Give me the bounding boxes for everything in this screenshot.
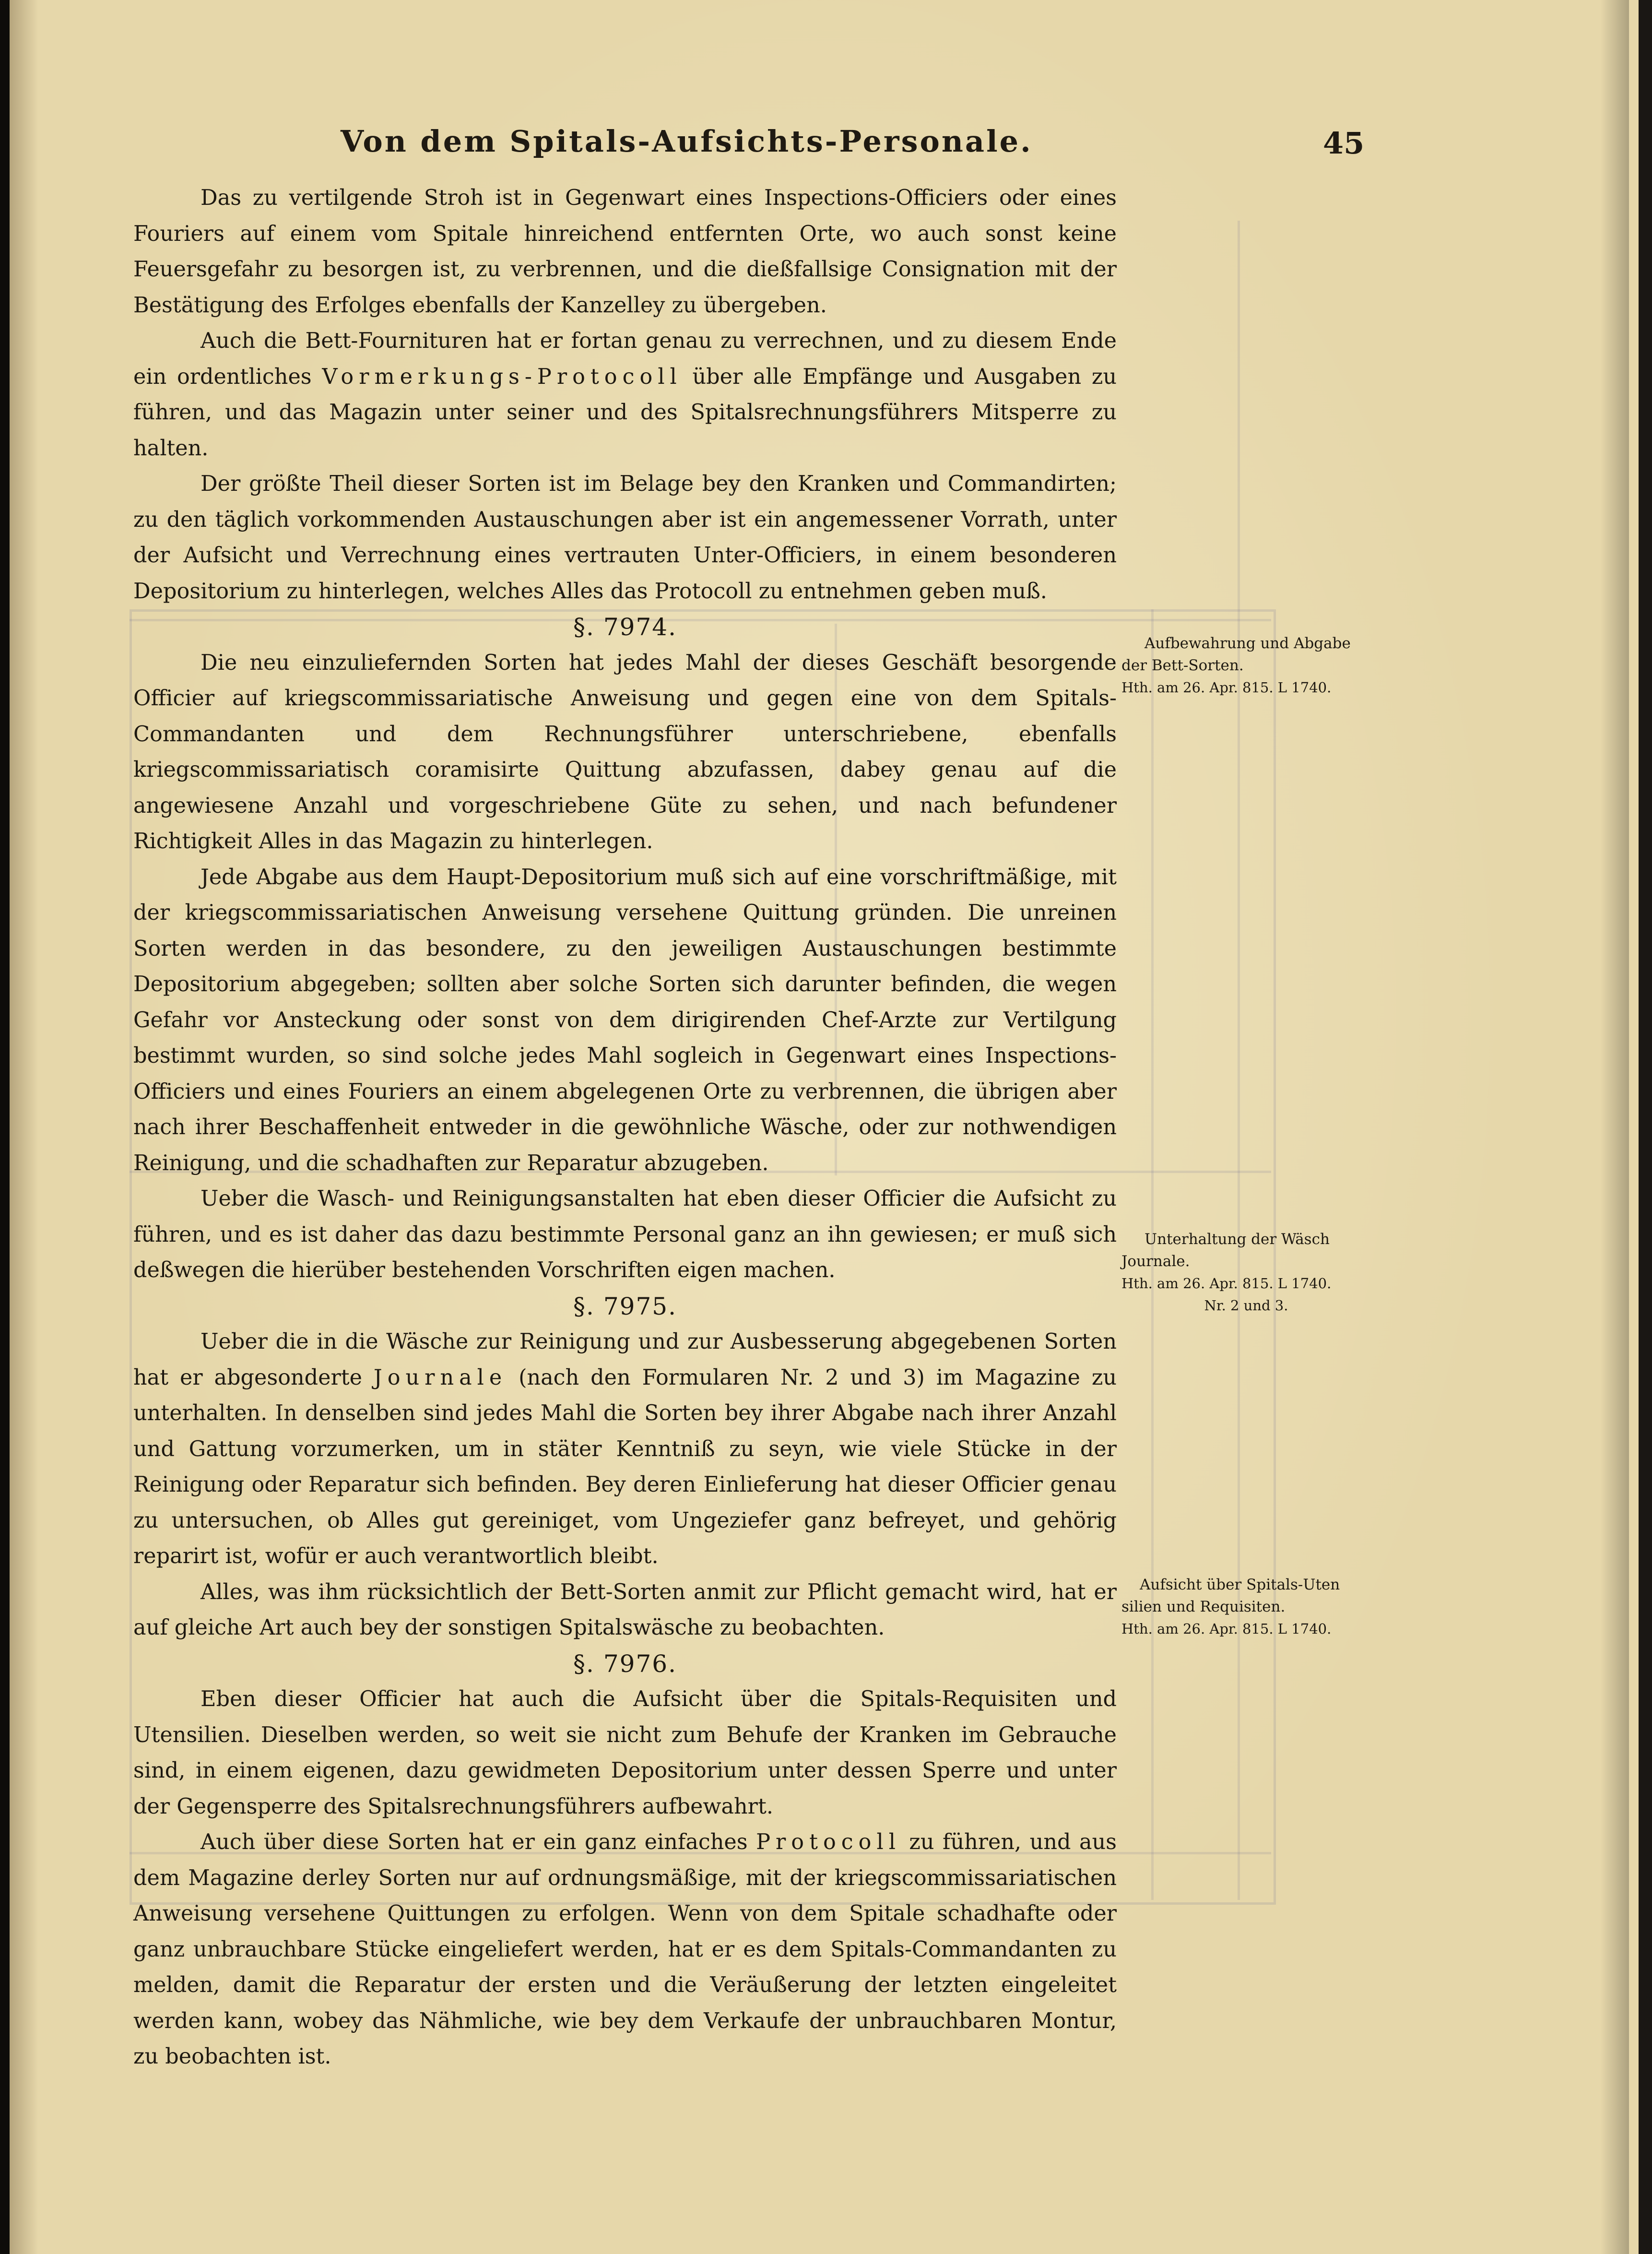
paragraph: Eben dieser Officier hat auch die Aufsicht über die Spitals-Requisiten und Utensilien. Dieselben werden, so weit sie nicht zum Behufe der Kranken im Gebrauche sind, in einem eigenen, dazu gewidmeten Depositorium unter dessen Sperre und unter der Gegensperre des Spitalsrechnungsführers aufbewahrt. xyxy=(133,1687,1117,1819)
section-number: §. 7976. xyxy=(573,1649,677,1678)
paragraph xyxy=(133,1825,1117,2075)
spaced-term: Protocoll xyxy=(756,1830,901,1854)
margin-note-reference: Hth. am 26. Apr. 815. L 1740. xyxy=(1121,1621,1332,1637)
margin-note-7975 xyxy=(1121,1228,1390,1317)
paragraph xyxy=(133,1324,1117,1575)
spaced-term: Vormerkungs-Protocoll xyxy=(322,364,682,389)
running-head: Von dem Spitals-Aufsichts-Personale. xyxy=(341,124,1033,159)
margin-note-line: Journale. xyxy=(1121,1253,1190,1270)
text-run: Auch die Bett-Fournituren hat er fortan genau zu verrechnen, und zu diesem Ende ein ordentliches xyxy=(133,329,1117,389)
paragraph: Der größte Theil dieser Sorten ist im Belage bey den Kranken und Commandirten; zu den täglich vorkommenden Austauschungen aber ist ein angemessener Vorrath, unter der Aufsicht und Verrechnung eines vertrauten Unter-Officiers, in einem besonderen Depositorium zu hinterlegen, welches Alles das Protocoll zu entnehmen geben muß. xyxy=(133,472,1117,604)
margin-note-reference: Nr. 2 und 3. xyxy=(1204,1297,1288,1314)
page-number: 45 xyxy=(1323,126,1365,161)
spaced-term: Journale xyxy=(373,1365,507,1390)
main-text xyxy=(133,180,1117,2075)
margin-note-line: Aufsicht über Spitals-Uten xyxy=(1140,1576,1340,1593)
margin-note-line: Aufbewahrung und Abgabe xyxy=(1145,635,1351,652)
margin-note-line: Unterhaltung der Wäsch xyxy=(1145,1231,1330,1248)
paragraph: Ueber die Wasch- und Reinigungsanstalten hat eben dieser Officier die Aufsicht zu führen, und es ist daher das dazu bestimmte Personal ganz an ihn gewiesen; er muß sich deßwegen die hierüber bestehenden Vorschriften eigen machen. xyxy=(133,1186,1117,1282)
margin-note-line: silien und Requisiten. xyxy=(1121,1598,1286,1615)
margin-note-line: der Bett-Sorten. xyxy=(1121,657,1244,674)
margin-note-reference: Hth. am 26. Apr. 815. L 1740. xyxy=(1121,679,1332,696)
paragraph: Das zu vertilgende Stroh ist in Gegenwart eines Inspections-Officiers oder eines Fouriers auf einem vom Spitale hinreichend entfernten Orte, wo auch sonst keine Feuersgefahr zu besorgen ist, zu verbrennen, und die dießfallsige Consignation mit der Bestätigung des Erfolges ebenfalls der Kanzelley zu übergeben. xyxy=(133,186,1117,318)
text-run: Auch über diese Sorten hat er ein ganz einfaches xyxy=(201,1830,756,1854)
text-run: Ueber die in die Wäsche zur Reinigung und zur Ausbesserung abgegebenen Sorten hat er abgesonderte xyxy=(133,1329,1117,1390)
text-run: (nach den Formularen Nr. 2 und 3) im Magazine zu unterhalten. In denselben sind jedes Mahl die Sorten bey ihrer Abgabe nach ihrer Anzahl und Gattung vorzumerken, um in stäter Kenntniß zu seyn, wie viele Stücke in der Reinigung oder Reparatur sich befinden. Bey deren Einlieferung hat dieser Officier genau zu untersuchen, ob Alles gut gereiniget, vom Ungeziefer ganz befreyet, und gehörig reparirt ist, wofür er auch verantwortlich bleibt. xyxy=(133,1365,1117,1568)
paragraph: Jede Abgabe aus dem Haupt-Depositorium muß sich auf eine vorschriftmäßige, mit der kriegscommissariatischen Anweisung versehene Quittung gründen. Die unreinen Sorten werden in das besondere, zu den jeweiligen Austauschungen bestimmte Depositorium abgegeben; sollten aber solche Sorten sich darunter befinden, die wegen Gefahr vor Ansteckung oder sonst von dem dirigirenden Chef-Arzte zur Vertilgung bestimmt wurden, so sind solche jedes Mahl sogleich in Gegenwart eines Inspections-Officiers und eines Fouriers an einem abgelegenen Orte zu verbrennen, die übrigen aber nach ihrer Beschaffenheit entweder in die gewöhnliche Wäsche, oder zur nothwendigen Reinigung, und die schadhaften zur Reparatur abzugeben. xyxy=(133,865,1117,1175)
margin-note-7976 xyxy=(1121,1574,1390,1640)
text-run: über alle Empfänge und Ausgaben zu führen, und das Magazin unter seiner und des Spitalsrechnungsführers Mitsperre zu halten. xyxy=(133,364,1117,461)
paragraph: Alles, was ihm rücksichtlich der Bett-Sorten anmit zur Pflicht gemacht wird, hat er auf gleiche Art auch bey der sonstigen Spitalswäsche zu beobachten. xyxy=(133,1579,1117,1640)
paragraph xyxy=(133,323,1117,466)
margin-note-reference: Hth. am 26. Apr. 815. L 1740. xyxy=(1121,1275,1332,1292)
show-through-rule xyxy=(1238,221,1240,1900)
section-number: §. 7975. xyxy=(573,1292,677,1320)
page-edge-shadow xyxy=(1600,0,1629,2254)
section-number: §. 7974. xyxy=(573,613,677,641)
book-page xyxy=(10,0,1639,2254)
paragraph: Die neu einzuliefernden Sorten hat jedes Mahl der dieses Geschäft besorgende Officier auf kriegscommissariatische Anweisung und gegen eine von dem Spitals-Commandanten und dem Rechnungsführer unterschriebene, ebenfalls kriegscommissariatisch coramisirte Quittung abzufassen, dabey genau auf die angewiesene Anzahl und vorgeschriebene Güte zu sehen, und nach befundener Richtigkeit Alles in das Magazin zu hinterlegen. xyxy=(133,650,1117,854)
text-run: zu führen, und aus dem Magazine derley Sorten nur auf ordnungsmäßige, mit der kriegscommissariatischen Anweisung versehene Quittungen zu erfolgen. Wenn von dem Spitale schadhafte oder ganz unbrauchbare Stücke eingeliefert werden, hat er es dem Spitals-Commandanten zu melden, damit die Reparatur der ersten und die Veräußerung der letzten eingeleitet werden kann, wobey das Nähmliche, wie bey dem Verkaufe der unbrauchbaren Montur, zu beobachten ist. xyxy=(133,1830,1117,2069)
margin-note-7974 xyxy=(1121,632,1390,699)
